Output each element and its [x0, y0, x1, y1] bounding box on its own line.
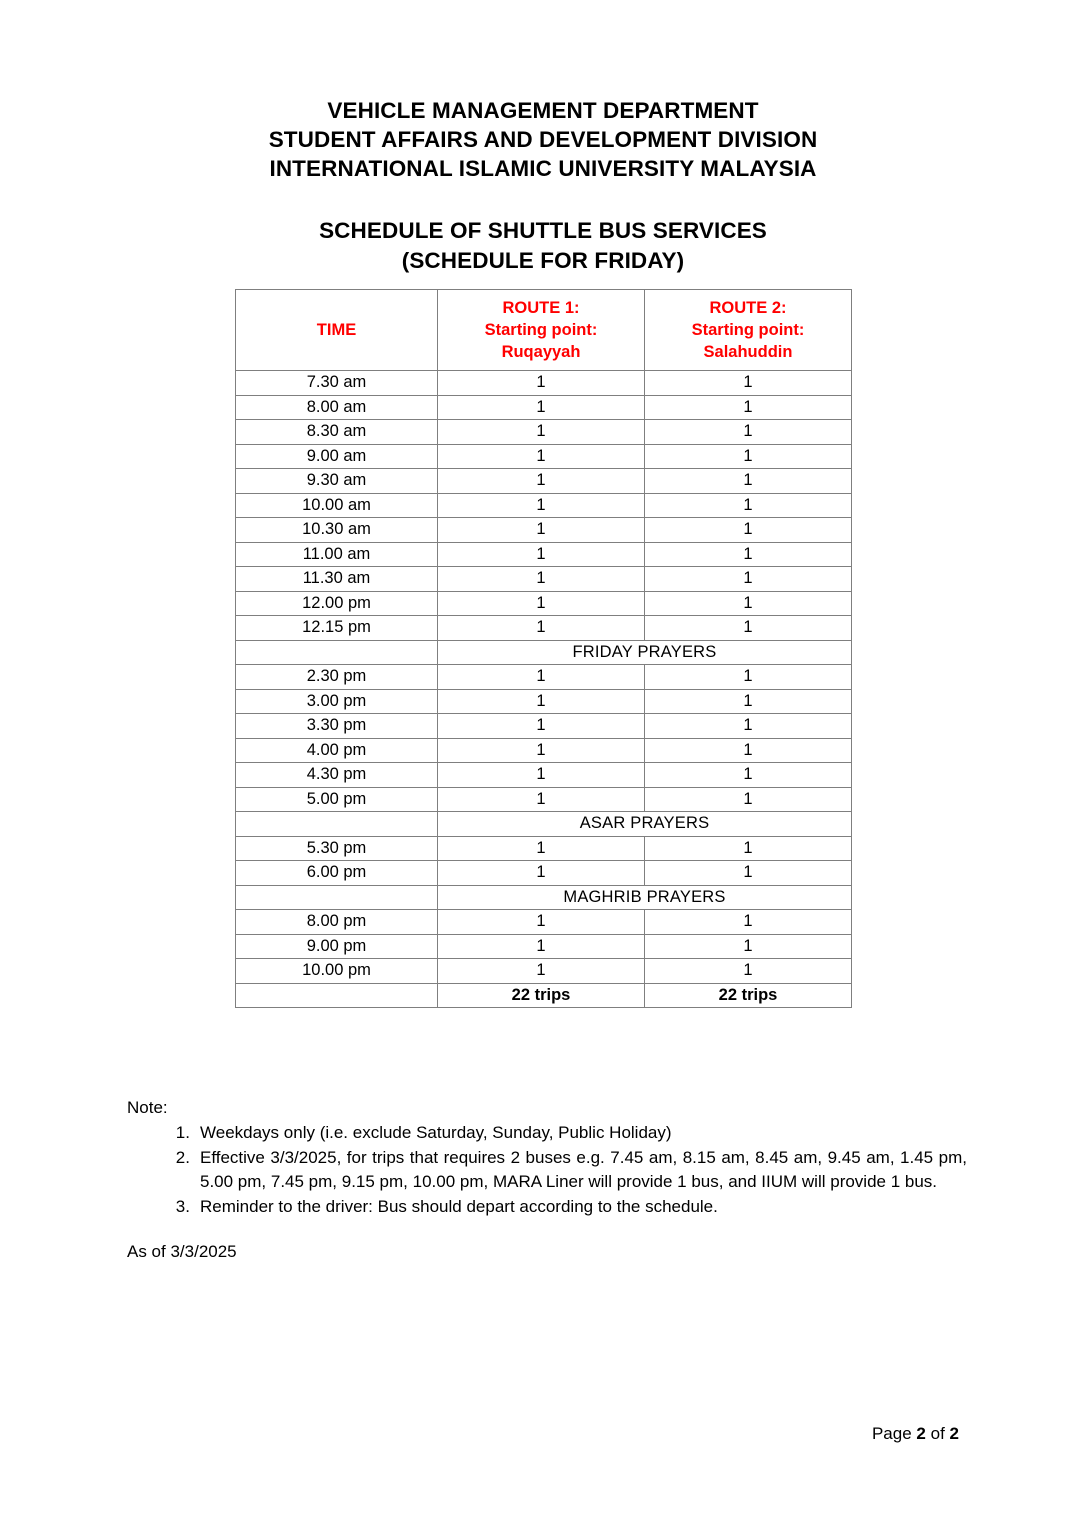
cell-bus-count-route1: 1 [438, 493, 645, 518]
column-header-route1-line-3: Ruqayyah [501, 343, 581, 361]
table-row [236, 861, 852, 886]
cell-bus-count-route2: 1 [645, 420, 852, 445]
cell-time: 4.00 pm [236, 738, 438, 763]
cell-bus-count-route2: 1 [645, 567, 852, 592]
table-row [236, 420, 852, 445]
document-title-line-1: SCHEDULE OF SHUTTLE BUS SERVICES [319, 218, 767, 243]
cell-bus-count-route1: 1 [438, 910, 645, 935]
table-row [236, 591, 852, 616]
schedule-table-head [236, 290, 852, 371]
cell-time-empty [236, 885, 438, 910]
cell-bus-count-route2: 1 [645, 714, 852, 739]
table-row [236, 616, 852, 641]
column-header-route2-line-1: ROUTE 2: [709, 299, 787, 317]
cell-bus-count-route2: 1 [645, 689, 852, 714]
cell-time: 5.00 pm [236, 787, 438, 812]
table-row [236, 983, 852, 1008]
cell-time-empty [236, 812, 438, 837]
table-header-row [236, 290, 852, 371]
notes-label: Note: [127, 1098, 168, 1117]
org-line-3: INTERNATIONAL ISLAMIC UNIVERSITY MALAYSIA [269, 156, 817, 181]
cell-time: 9.30 am [236, 469, 438, 494]
cell-time: 10.30 am [236, 518, 438, 543]
cell-bus-count-route2: 1 [645, 616, 852, 641]
column-header-route2-line-3: Salahuddin [703, 343, 793, 361]
cell-bus-count-route2: 1 [645, 910, 852, 935]
cell-time: 8.00 pm [236, 910, 438, 935]
document-title [0, 216, 1086, 276]
cell-bus-count-route2: 1 [645, 787, 852, 812]
table-row [236, 469, 852, 494]
cell-bus-count-route2: 1 [645, 518, 852, 543]
table-row [236, 640, 852, 665]
cell-time-empty [236, 983, 438, 1008]
cell-time: 7.30 am [236, 371, 438, 396]
table-row [236, 689, 852, 714]
document-title-line-2: (SCHEDULE FOR FRIDAY) [401, 248, 685, 273]
cell-time: 4.30 pm [236, 763, 438, 788]
cell-bus-count-route2: 1 [645, 861, 852, 886]
notes-section [127, 1096, 967, 1219]
prayer-break-row-label: ASAR PRAYERS [438, 812, 852, 837]
prayer-break-row-label: MAGHRIB PRAYERS [438, 885, 852, 910]
column-header-route2-line-2: Starting point: [691, 321, 805, 339]
total-trips-1: 22 trips [438, 983, 645, 1008]
table-row [236, 836, 852, 861]
cell-bus-count-route1: 1 [438, 763, 645, 788]
table-row [236, 444, 852, 469]
cell-bus-count-route1: 1 [438, 567, 645, 592]
as-of-date: As of 3/3/2025 [127, 1242, 237, 1261]
schedule-table-container [235, 289, 851, 1008]
column-header-time [236, 290, 438, 371]
cell-time: 6.00 pm [236, 861, 438, 886]
cell-bus-count-route1: 1 [438, 591, 645, 616]
cell-time: 5.30 pm [236, 836, 438, 861]
cell-time: 8.30 am [236, 420, 438, 445]
cell-bus-count-route1: 1 [438, 395, 645, 420]
cell-bus-count-route2: 1 [645, 371, 852, 396]
column-header-route1 [438, 290, 645, 371]
table-row [236, 665, 852, 690]
page-label-prefix: Page [871, 1424, 912, 1443]
table-row [236, 738, 852, 763]
cell-time: 11.30 am [236, 567, 438, 592]
cell-bus-count-route1: 1 [438, 518, 645, 543]
note-item: Weekdays only (i.e. exclude Saturday, Sunday, Public Holiday) [200, 1123, 672, 1142]
cell-time: 11.00 am [236, 542, 438, 567]
cell-bus-count-route1: 1 [438, 665, 645, 690]
cell-bus-count-route1: 1 [438, 444, 645, 469]
cell-time: 3.30 pm [236, 714, 438, 739]
schedule-table-body [236, 371, 852, 1008]
table-row [236, 812, 852, 837]
table-row [236, 395, 852, 420]
org-line-1: VEHICLE MANAGEMENT DEPARTMENT [327, 98, 759, 123]
cell-bus-count-route1: 1 [438, 714, 645, 739]
table-row [236, 567, 852, 592]
cell-bus-count-route1: 1 [438, 371, 645, 396]
cell-bus-count-route1: 1 [438, 934, 645, 959]
org-line-2: STUDENT AFFAIRS AND DEVELOPMENT DIVISION [268, 127, 818, 152]
column-header-route1-line-1: ROUTE 1: [502, 299, 580, 317]
cell-time-empty [236, 640, 438, 665]
cell-bus-count-route1: 1 [438, 689, 645, 714]
shuttle-bus-schedule-table [235, 289, 852, 1008]
cell-bus-count-route2: 1 [645, 542, 852, 567]
table-row [236, 787, 852, 812]
cell-bus-count-route1: 1 [438, 469, 645, 494]
cell-time: 12.15 pm [236, 616, 438, 641]
cell-bus-count-route1: 1 [438, 861, 645, 886]
table-row [236, 910, 852, 935]
cell-bus-count-route2: 1 [645, 444, 852, 469]
table-row [236, 959, 852, 984]
column-header-route1-line-2: Starting point: [484, 321, 598, 339]
cell-bus-count-route2: 1 [645, 959, 852, 984]
table-row [236, 371, 852, 396]
page-number-total: 2 [949, 1424, 959, 1443]
cell-time: 10.00 am [236, 493, 438, 518]
note-item: Effective 3/3/2025, for trips that requires 2 buses e.g. 7.45 am, 8.15 am, 8.45 am, 9.45 am, 1.45 pm, 5.00 pm, 7.45 pm, 9.15 pm, 10.00 pm, MARA Liner will provide 1 bus, and IIUM will provide 1 bus. [200, 1147, 967, 1191]
column-header-time-line-1: TIME [316, 321, 357, 339]
cell-time: 10.00 pm [236, 959, 438, 984]
table-row [236, 763, 852, 788]
cell-bus-count-route1: 1 [438, 420, 645, 445]
column-header-route2 [645, 290, 852, 371]
total-trips-2: 22 trips [645, 983, 852, 1008]
cell-time: 9.00 am [236, 444, 438, 469]
cell-bus-count-route1: 1 [438, 542, 645, 567]
cell-time: 12.00 pm [236, 591, 438, 616]
notes-list [127, 1121, 967, 1219]
page-label-of: of [930, 1424, 945, 1443]
cell-bus-count-route2: 1 [645, 591, 852, 616]
table-row [236, 714, 852, 739]
page-footer [0, 1422, 1086, 1446]
table-row [236, 542, 852, 567]
cell-bus-count-route2: 1 [645, 395, 852, 420]
table-row [236, 493, 852, 518]
cell-bus-count-route2: 1 [645, 469, 852, 494]
prayer-break-row-label: FRIDAY PRAYERS [438, 640, 852, 665]
page-number-current: 2 [916, 1424, 926, 1443]
table-row [236, 518, 852, 543]
table-row [236, 885, 852, 910]
cell-bus-count-route2: 1 [645, 665, 852, 690]
cell-bus-count-route2: 1 [645, 493, 852, 518]
cell-bus-count-route2: 1 [645, 934, 852, 959]
cell-bus-count-route1: 1 [438, 836, 645, 861]
note-item: Reminder to the driver: Bus should depart according to the schedule. [200, 1196, 718, 1216]
cell-time: 9.00 pm [236, 934, 438, 959]
table-row [236, 934, 852, 959]
organisation-header [0, 96, 1086, 183]
cell-time: 8.00 am [236, 395, 438, 420]
cell-time: 3.00 pm [236, 689, 438, 714]
cell-bus-count-route2: 1 [645, 763, 852, 788]
cell-bus-count-route1: 1 [438, 787, 645, 812]
cell-time: 2.30 pm [236, 665, 438, 690]
cell-bus-count-route1: 1 [438, 959, 645, 984]
cell-bus-count-route2: 1 [645, 836, 852, 861]
cell-bus-count-route1: 1 [438, 616, 645, 641]
cell-bus-count-route2: 1 [645, 738, 852, 763]
cell-bus-count-route1: 1 [438, 738, 645, 763]
